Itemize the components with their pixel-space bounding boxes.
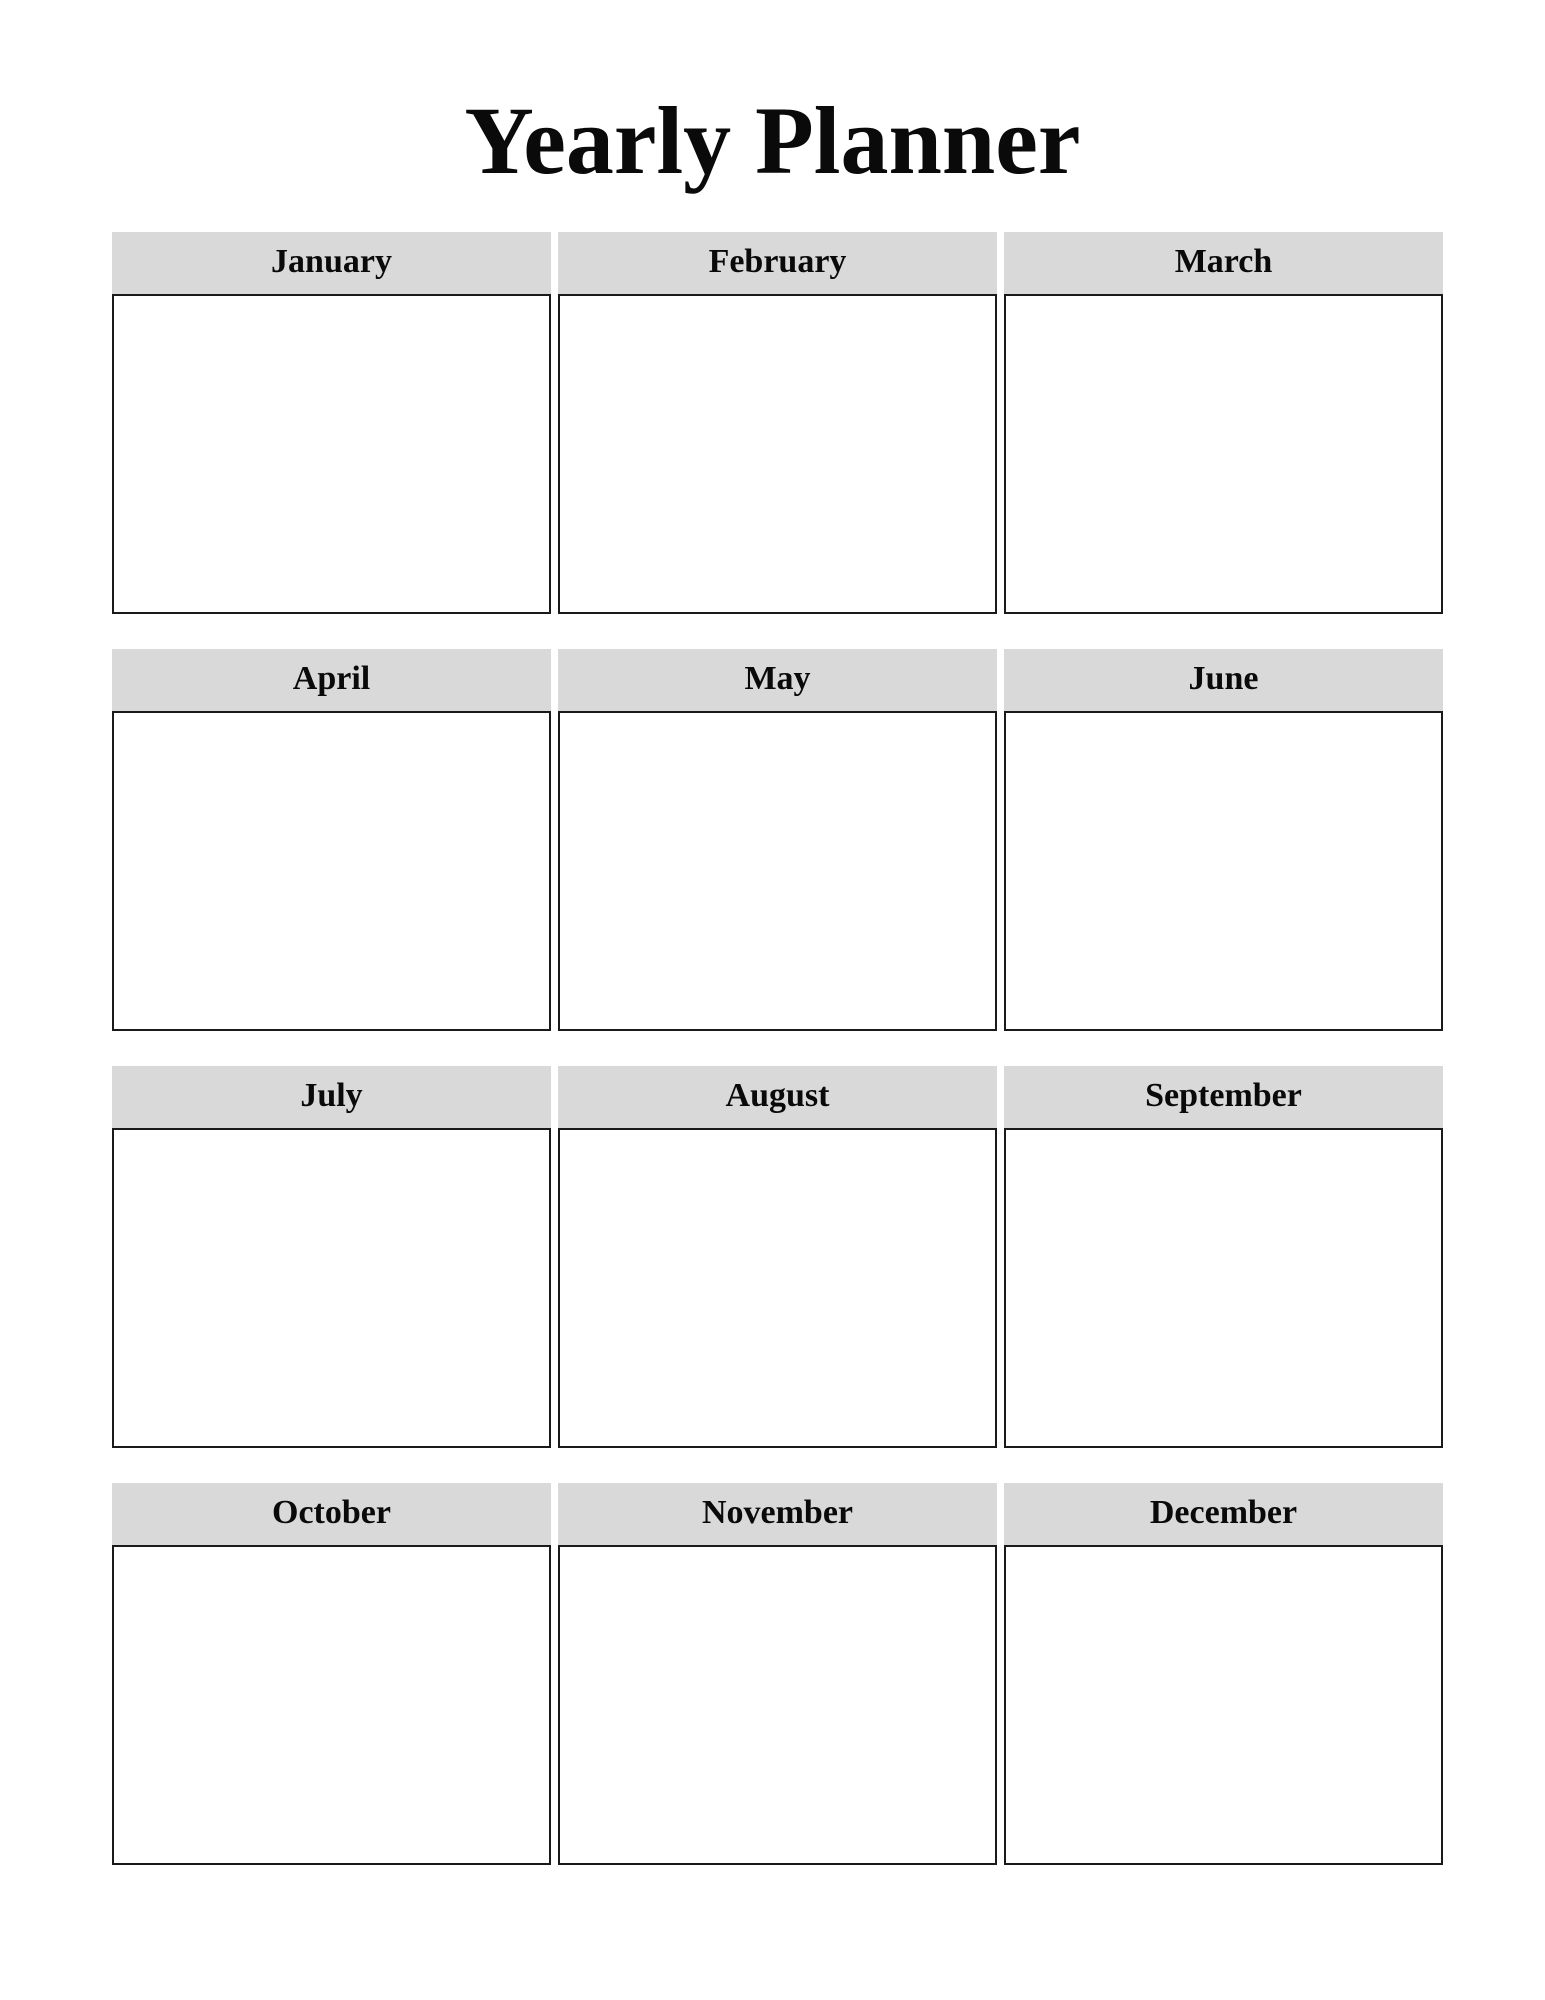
month-header: September xyxy=(1004,1066,1443,1128)
month-notes-box[interactable] xyxy=(112,1545,551,1865)
month-november xyxy=(558,1483,997,1865)
month-header: February xyxy=(558,232,997,294)
month-header: January xyxy=(112,232,551,294)
month-september xyxy=(1004,1066,1443,1448)
month-header: November xyxy=(558,1483,997,1545)
month-notes-box[interactable] xyxy=(558,1545,997,1865)
month-notes-box[interactable] xyxy=(558,1128,997,1448)
months-grid xyxy=(112,232,1443,1865)
month-january xyxy=(112,232,551,614)
month-august xyxy=(558,1066,997,1448)
month-notes-box[interactable] xyxy=(112,711,551,1031)
month-notes-box[interactable] xyxy=(1004,1128,1443,1448)
month-october xyxy=(112,1483,551,1865)
month-notes-box[interactable] xyxy=(112,294,551,614)
month-notes-box[interactable] xyxy=(1004,294,1443,614)
month-december xyxy=(1004,1483,1443,1865)
page-title: Yearly Planner xyxy=(464,87,1081,194)
month-header: March xyxy=(1004,232,1443,294)
month-february xyxy=(558,232,997,614)
month-april xyxy=(112,649,551,1031)
month-july xyxy=(112,1066,551,1448)
month-header: April xyxy=(112,649,551,711)
month-notes-box[interactable] xyxy=(1004,1545,1443,1865)
month-june xyxy=(1004,649,1443,1031)
month-header: December xyxy=(1004,1483,1443,1545)
month-header: May xyxy=(558,649,997,711)
month-may xyxy=(558,649,997,1031)
month-march xyxy=(1004,232,1443,614)
month-notes-box[interactable] xyxy=(558,711,997,1031)
month-header: August xyxy=(558,1066,997,1128)
month-notes-box[interactable] xyxy=(1004,711,1443,1031)
month-header: October xyxy=(112,1483,551,1545)
month-notes-box[interactable] xyxy=(112,1128,551,1448)
month-header: July xyxy=(112,1066,551,1128)
month-notes-box[interactable] xyxy=(558,294,997,614)
month-header: June xyxy=(1004,649,1443,711)
